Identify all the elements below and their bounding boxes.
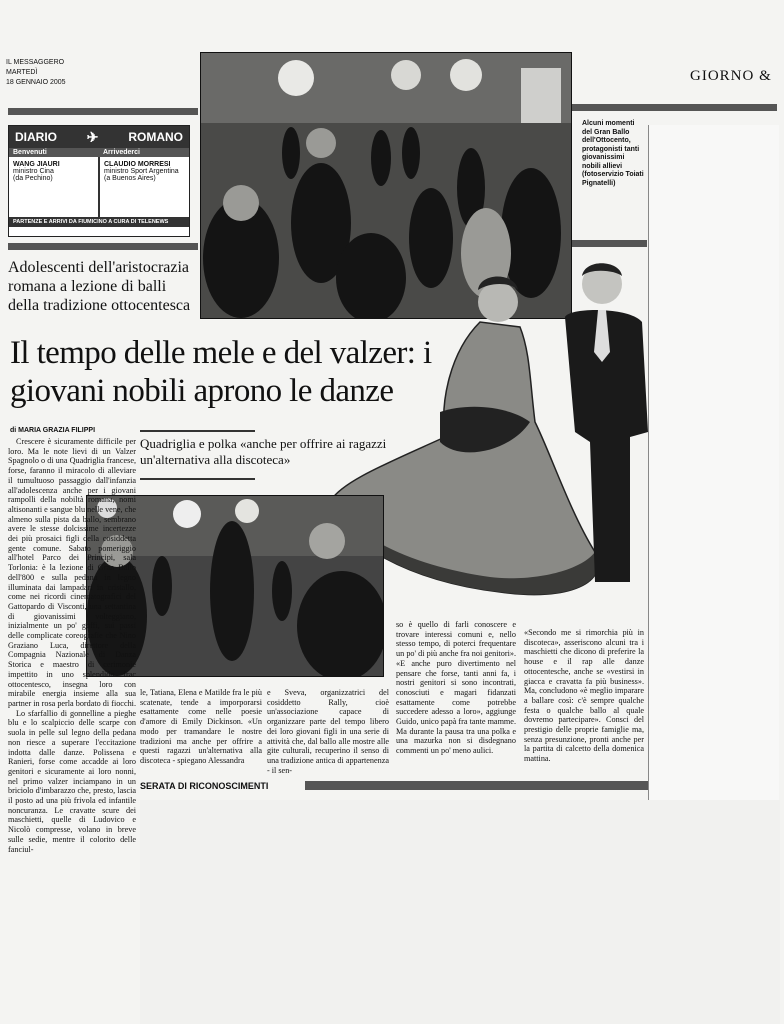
article-column-2 — [140, 688, 262, 778]
byline: di MARIA GRAZIA FILIPPI — [10, 427, 96, 434]
diario-title-right: ROMANO — [128, 130, 183, 144]
serata-rule — [305, 781, 655, 790]
kicker-rule — [8, 243, 198, 250]
departure-place: (a Buenos Aires) — [104, 175, 156, 182]
diario-title-left: DIARIO — [15, 130, 57, 144]
diario-arrival — [9, 157, 98, 217]
kicker: Adolescenti dell'aristocrazia romana a lezione di balli della tradizione ottocentesca — [8, 259, 191, 314]
column-1-paragraph-2: Lo sfarfallio di gonnelline a pieghe blu e lo scalpiccio delle scarpe con suola in pelle sul legno della pedana non riesce a superare l'eccitazione indotta dalle danze. Polissena e Ranieri, forse come accadde ai loro genitori e sicuramente ai loro nonni, nel primo valzer inciampano in un briciolo d'imbarazzo che, presto, lascia il posto ad una più frivola ed infantile noncuranza. Le cravatte scure dei maschietti, quelle di Ludovico e Nicolò compresse, volano in breve sulle sedie, mentre il colorito delle fanciul- — [8, 708, 136, 854]
bottom-blank-area — [140, 800, 780, 1024]
top-rule-left — [8, 108, 198, 115]
article-column-1 — [8, 437, 136, 1023]
departure-name: CLAUDIO MORRESI — [104, 161, 171, 168]
arrival-role: ministro Cina — [13, 168, 54, 175]
right-blank-panel — [648, 125, 779, 815]
caption-rule — [572, 240, 647, 247]
day-name: MARTEDÌ — [6, 69, 38, 76]
diario-body — [9, 157, 189, 217]
paper-name: IL MESSAGGERO — [6, 59, 65, 66]
diario-romano-box — [8, 125, 190, 237]
top-rule-right — [572, 104, 777, 111]
article-column-3 — [267, 688, 389, 778]
diario-footer: PARTENZE E ARRIVI DA FIUMICINO A CURA DI TELENEWS — [9, 217, 189, 227]
diario-departure — [98, 157, 189, 217]
date: 18 GENNAIO 2005 — [6, 79, 66, 86]
subhead-rule-top — [140, 430, 255, 432]
column-3-paragraph: e Sveva, organizzatrici del cosiddetto Rally, cioè un'associazione capace di organizzare parte del tempo libero dei loro giovani figli in una serie di attività che, dal ballo alle mostre alle gite culturali, recuperino il senso di una tradizione antica di appartenenza - il sen- — [267, 688, 389, 775]
headline: Il tempo delle mele e del valzer: i giovani nobili aprono le danze — [10, 335, 432, 409]
masthead — [6, 58, 66, 88]
benvenuti-label: Benvenuti — [13, 149, 47, 156]
column-1-paragraph-1: Crescere è sicuramente difficile per loro. Ma le note lievi di un Valzer Spagnolo o di una Quadriglia francese, forse, faranno il miracolo di alleviare il tumultuoso passaggio dall'infanzia all'adolescenza anche per i giovani rampolli della nobiltà romana, nomi altisonanti e sangue blu nelle vene, che almeno sulla pista da ballo, sembrano avere le stesse dolcissime incertezze dei più prosaici figli della cosiddetta gente comune. Sabato pomeriggio all'hotel Parco dei Principi, sala Torlonia: è la lezione di Gran Ballo dell'800 e sulla pedana in legno illuminata dai lampadari in cristallo, come nei ricordi cinematografici del Gattopardo di Visconti, una settantina di giovanissimi volteggiano, inizialmente un po' goffi, sui passi delle complicate coreografie che Nino Graziano Luca, direttore della Compagnia Nazionale di Danza Storica e maestro di cerimonie impettito in uno splendido frac ottocentesco, insegna loro con mirabile energia insieme alla sua partner in rosa perla bordato di fiocchi. — [8, 437, 136, 708]
subhead: Quadriglia e polka «anche per offrire ai ragazzi un'alternativa alla discoteca» — [140, 436, 387, 467]
column-4-paragraph: so è quello di farli conoscere e trovare interessi comuni e, nello stesso tempo, di poterci frequentare un po' di più anche fra noi genitori». «E anche puro divertimento nel pensare che forse, tanti anni fa, i nostri genitori si sono incontrati, conosciuti e magari fidanzati esattamente come potrebbe succedere adesso a loro», aggiunge Guido, unico papà fra tante mamme. Ma durante la pausa tra una polka e una mazurka non si disdegnano commenti un po' meno aulici. — [396, 620, 516, 756]
departure-role: ministro Sport Argentina — [104, 168, 179, 175]
column-5-paragraph: «Secondo me si rimorchia più in discoteca», asseriscono alcuni tra i maschietti che dicono di preferire la house e il rap alle danze ottocentesche, anche se «vestirsi in giacca e cravatta fa più business». Ma, concludono «è meglio imparare a ballare così: c'è sempre qualche festa o qualche ballo al quale dovremo partecipare». Consci del prestigio delle proprie famiglie ma, senza presunzione, pronti anche per la partita di calcetto della domenica mattina. — [524, 628, 644, 764]
subhead-rule-bottom — [140, 478, 255, 480]
arrival-place: (da Pechino) — [13, 175, 53, 182]
airplane-icon: ✈ — [86, 128, 99, 145]
section-label: GIORNO & — [690, 68, 772, 84]
diario-subheader — [9, 148, 189, 157]
article-column-5 — [524, 628, 644, 778]
arrival-name: WANG JIAURI — [13, 161, 60, 168]
arrivederci-label: Arrivederci — [103, 149, 140, 156]
article-column-4 — [396, 620, 516, 778]
column-2-paragraph: le, Tatiana, Elena e Matilde fra le più scatenate, tende a imporporarsi esattamente come nelle poesie d'amore di Emily Dickinson. «Un modo per tramandare le nostre tradizioni ma anche per offrire a questi ragazzi un'alternativa alla discoteca - spiegano Alessandra — [140, 688, 262, 765]
diario-header — [9, 126, 189, 148]
serata-heading: SERATA DI RICONOSCIMENTI — [140, 781, 269, 791]
photo-caption: Alcuni momenti del Gran Ballo dell'Ottocento, protagonisti tanti giovanissimi nobili allievi (fotoservizio Toiati Pignatelli) — [582, 120, 644, 187]
